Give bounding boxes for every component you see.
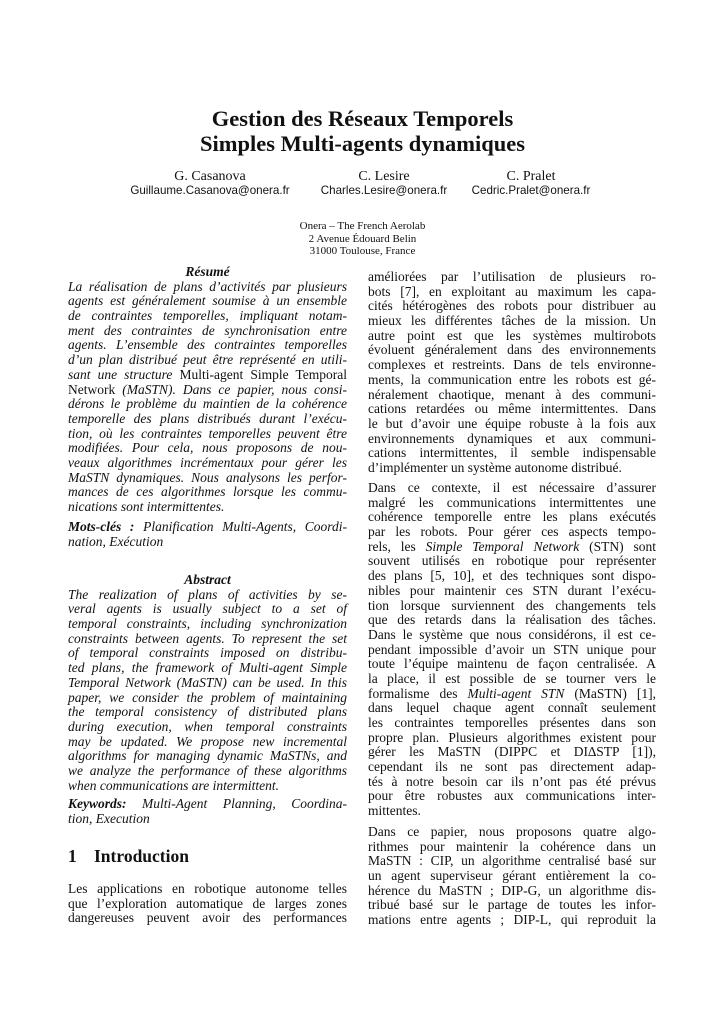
title-line: Gestion des Réseaux Temporels (211, 106, 514, 131)
text-segment: (STN) sont (579, 538, 656, 554)
text-line: pendant impossible d’avoir un STN unique pour (368, 641, 656, 657)
text-line: tribué basé sur le partage de toutes les infor- (368, 897, 656, 913)
text-segment: Network (68, 381, 123, 397)
abstract-keywords (68, 797, 347, 826)
text-line: dérons le problème du maintien de la cohérence (68, 396, 347, 412)
author-email: Guillaume.Casanova@onera.fr (130, 184, 290, 197)
text-line: MaSTN : CIP, un algorithme centralisé basé sur (368, 853, 656, 869)
section-title: Introduction (94, 846, 189, 866)
keywords-text: nation, Exécution (68, 533, 164, 549)
text-line: temporelle des plans distribués durant l’exécu- (68, 410, 347, 426)
text-line: évoluent généralement dans des environnements (368, 342, 656, 358)
abstract-block (68, 573, 347, 793)
text-line: propre plan. Plusieurs algorithmes existent pour (368, 729, 656, 745)
text-line: pour être robustes aux communications inter- (368, 788, 656, 804)
text-line: nications sont intermittentes. (68, 499, 225, 515)
resume-heading: Résumé (185, 264, 230, 279)
text-line: temporal constraints, including synchronization (68, 616, 347, 632)
author-name: C. Lesire (358, 169, 410, 184)
text-line: The realization of plans of activities by se- (68, 586, 347, 602)
text-line: cohérence temporelle entre les plans exécutés (368, 509, 656, 525)
text-line: when communications are intermittent. (68, 777, 279, 793)
author-name: G. Casanova (174, 169, 246, 184)
text-line: Dans ce papier, nous proposons quatre algo- (368, 824, 656, 839)
text-line: modifiées. Pour cela, nous proposons de nou- (68, 440, 347, 456)
text-line: néralement chaotique, menant à des communi- (368, 386, 656, 402)
intro-paragraph (68, 882, 347, 926)
text-line: tés à notre besoin car ils n’ont pas été prévus (368, 773, 656, 789)
text-line: veaux algorithmes incrémentaux pour gérer les (68, 454, 347, 470)
text-line: ments, la communication entre les robots est gé- (368, 371, 656, 387)
text-segment: rels, les (368, 538, 426, 554)
resume-keywords (68, 520, 347, 549)
text-line: mittentes. (368, 803, 421, 819)
author-email: Cedric.Pralet@onera.fr (471, 184, 591, 197)
affiliation-line: 31000 Toulouse, France (309, 245, 416, 257)
text-segment: formalisme des (368, 685, 468, 701)
text-line: par les robots. Pour gérer ces aspects tempo- (368, 524, 656, 540)
text-line: rithmes pour maintenir la cohérence dans un (368, 838, 656, 854)
text-line: paper, we consider the problem of maintaining (68, 689, 347, 705)
text-line: mances de ces algorithmes lorsque les commu- (68, 484, 347, 500)
text-line: ted plans, the framework of Multi-agent Simple (68, 660, 347, 676)
keywords-text: Planification Multi-Agents, Coordi- (134, 519, 347, 534)
text-line: le but d’avoir une équipe robuste à la fois aux (368, 415, 656, 431)
text-line: souvent utilisés en robotique pour représenter (368, 553, 656, 569)
text-line: veral agents is usually subject to a set of (68, 601, 347, 617)
text-line: during execution, when temporal constraints (68, 718, 347, 734)
text-line: un agent superviseur gérant entièrement la co- (368, 868, 656, 884)
author-email: Charles.Lesire@onera.fr (320, 184, 448, 197)
text-line: nibles pour maintenir ces STN durant l’exécu- (368, 582, 656, 598)
text-segment: sant une structure (68, 366, 180, 382)
text-line: environnements dynamiques et aux communi- (368, 430, 656, 446)
text-line: tion, où les contraintes temporelles peuvent être (68, 425, 347, 441)
text-line (368, 687, 656, 702)
text-line: Dans le système que nous considérons, il est ce- (368, 626, 656, 642)
text-segment: Multi-agent STN (467, 685, 565, 701)
text-segment: Multi-agent Simple Temporal (179, 366, 347, 382)
text-line: gérer les MaSTN (DIPPC et DI∆STP [1]), (368, 744, 656, 760)
text-line: Les applications en robotique autonome telles (68, 881, 347, 896)
text-line: La réalisation de plans d’activités par plusieurs (68, 278, 347, 294)
text-line: dans lequel chaque agent connaît seulement (368, 700, 656, 716)
author (431, 170, 631, 198)
text-line: cependant ils ne sont pas directement adap- (368, 759, 656, 775)
text-line: ment des contraintes de synchronisation entre (68, 322, 347, 338)
text-line: cités hétérogènes des robots pour distribuer au (368, 298, 656, 314)
section-heading (68, 846, 189, 866)
text-line: may be updated. We propose new incremental (68, 733, 347, 749)
text-line: toute l’équipe maintenu de façon centralisée. A (368, 656, 656, 672)
text-line: constraints between agents. To represent the set (68, 630, 347, 646)
text-line: les contraintes temporelles présentes dans son (368, 715, 656, 730)
body-paragraph (368, 825, 656, 928)
resume-block (68, 265, 347, 515)
text-line: que des retards dans la réalisation des tâches. (368, 612, 656, 628)
text-line: agents. L’ensemble des contraintes temporelles (68, 337, 347, 353)
keywords-text: Multi-Agent Planning, Coordina- (126, 796, 347, 811)
text-line: améliorées par l’utilisation de plusieurs ro- (368, 269, 656, 284)
text-line: cations retardées ou même intermittentes. Dans (368, 401, 656, 417)
text-segment: (MaSTN). Dans ce papier, nous consi- (122, 381, 347, 397)
text-line: tion lorsque surviennent des changements tels (368, 597, 656, 613)
text-line: d’un plan distribué peut être représenté en utili- (68, 352, 347, 368)
text-line: complexes et restreints. Dans de tels environne- (368, 357, 656, 373)
keywords-text: tion, Execution (68, 810, 150, 826)
resume-text (68, 280, 347, 515)
text-line: agents est généralement soumise à un ensemble (68, 293, 347, 309)
text-line: des plans [5, 10], et des techniques sont dispo- (368, 568, 656, 584)
text-line: d’implémenter un système autonome distribué. (368, 459, 622, 475)
text-line: mieux les différentes tâches de la mission. Un (368, 313, 656, 329)
text-line (368, 540, 656, 555)
abstract-heading: Abstract (184, 572, 231, 587)
author (110, 170, 310, 198)
text-segment: (MaSTN) [1], (564, 685, 657, 701)
author-name: C. Pralet (506, 169, 556, 184)
text-line: mations entre agents ; DIP-L, qui reproduit la (368, 912, 656, 928)
affiliation-line: 2 Avenue Édouard Belin (308, 232, 417, 245)
text-line: Temporal Network (MaSTN) can be used. In this (68, 674, 347, 690)
title-line: Simples Multi-agents dynamiques (199, 131, 526, 156)
text-line: que l’exploration automatique de larges zones (68, 895, 347, 911)
abstract-text (68, 588, 347, 794)
text-line: MaSTN dynamiques. Nous analysons les perfor- (68, 469, 347, 485)
text-line: algorithms for managing dynamic MaSTNs, and (68, 748, 347, 764)
text-line: Dans ce contexte, il est nécessaire d’assurer (368, 480, 656, 495)
text-line (68, 383, 347, 398)
affiliation-line: Onera – The French Aerolab (299, 220, 426, 232)
section-number: 1 (68, 846, 77, 866)
text-line: dangereuses peuvent avoir des performances (68, 910, 347, 926)
body-paragraph (368, 270, 656, 476)
affiliation (0, 220, 725, 258)
text-line: malgré les communications intermittentes une (368, 494, 656, 510)
text-line (68, 368, 347, 383)
body-paragraph (368, 481, 656, 819)
text-line: la place, il est possible de se tourner vers le (368, 670, 656, 686)
keywords-label: Keywords: (68, 796, 127, 811)
text-line: the temporal consistency of distributed plans (68, 704, 347, 720)
text-line: de contraintes temporelles, impliquant notam- (68, 308, 347, 324)
text-line: autre point est que les systèmes multirobots (368, 327, 656, 343)
text-line: cations intermittentes, il semble indispensable (368, 445, 656, 461)
text-line: bots [7], en exploitant au maximum les capa- (368, 283, 656, 299)
text-segment: Simple Temporal Network (425, 538, 580, 554)
text-line: hérence du MaSTN ; DIP-G, un algorithme dis- (368, 882, 656, 898)
text-line: we analyze the performance of these algorithms (68, 762, 347, 778)
text-line: of temporal constraints imposed on distribu- (68, 645, 347, 661)
keywords-label: Mots-clés : (68, 519, 135, 534)
paper-title (0, 106, 725, 156)
